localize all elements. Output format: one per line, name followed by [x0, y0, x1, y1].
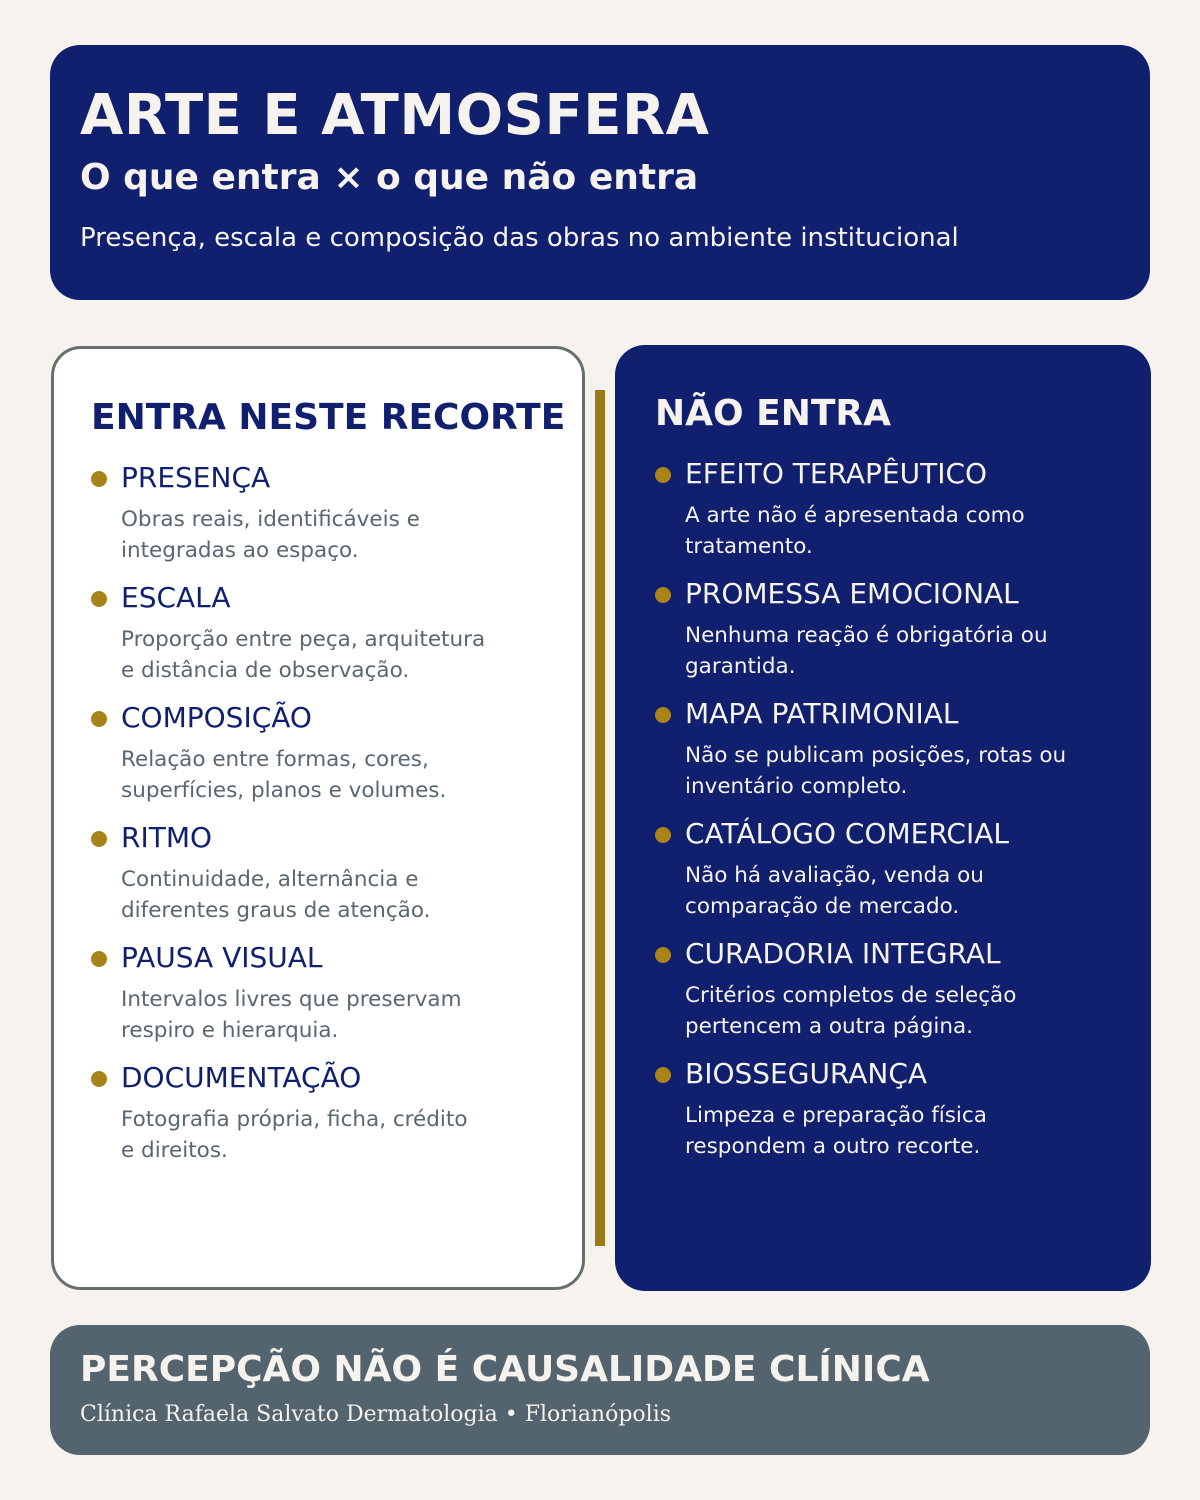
item-title: CURADORIA INTEGRAL — [685, 937, 1001, 970]
item-title: CATÁLOGO COMERCIAL — [685, 817, 1009, 850]
nao-entra-list — [615, 457, 1151, 1177]
item-title: MAPA PATRIMONIAL — [685, 697, 959, 730]
nao-entra-item-promessa-emocional — [615, 577, 1151, 697]
item-description: Não há avaliação, venda ou comparação de mercado. — [685, 863, 984, 919]
page-subtitle: O que entra × o que não entra — [80, 157, 699, 198]
bullet-dot-icon — [655, 1067, 671, 1083]
bullet-dot-icon — [655, 707, 671, 723]
item-description: Não se publicam posições, rotas ou inventário completo. — [685, 743, 1067, 799]
bullet-dot-icon — [91, 591, 107, 607]
entra-card — [51, 346, 585, 1290]
bullet-dot-icon — [91, 471, 107, 487]
item-description: Critérios completos de seleção pertencem a outra página. — [685, 983, 1017, 1039]
entra-title: ENTRA NESTE RECORTE — [91, 397, 566, 438]
bullet-dot-icon — [91, 831, 107, 847]
item-description: Continuidade, alternância e diferentes graus de atenção. — [121, 867, 431, 923]
item-title: RITMO — [121, 821, 213, 854]
item-description: Limpeza e preparação física respondem a outro recorte. — [685, 1103, 987, 1159]
entra-item-ritmo — [54, 821, 582, 941]
nao-entra-item-biosseguranca — [615, 1057, 1151, 1177]
bullet-dot-icon — [91, 711, 107, 727]
item-description: Proporção entre peça, arquitetura e distância de observação. — [121, 627, 486, 683]
item-title: COMPOSIÇÃO — [121, 701, 312, 734]
item-title: ESCALA — [121, 581, 231, 614]
header-banner — [50, 45, 1150, 300]
item-title: DOCUMENTAÇÃO — [121, 1061, 362, 1094]
column-divider — [595, 390, 605, 1246]
nao-entra-item-efeito-terapeutico — [615, 457, 1151, 577]
item-description: Nenhuma reação é obrigatória ou garantida. — [685, 623, 1048, 679]
nao-entra-item-curadoria-integral — [615, 937, 1151, 1057]
item-title: PROMESSA EMOCIONAL — [685, 577, 1019, 610]
entra-list — [54, 461, 582, 1181]
entra-item-presenca — [54, 461, 582, 581]
entra-item-documentacao — [54, 1061, 582, 1181]
nao-entra-card — [615, 345, 1151, 1291]
item-description: Relação entre formas, cores, superfícies, planos e volumes. — [121, 747, 447, 803]
item-description: Intervalos livres que preservam respiro e hierarquia. — [121, 987, 462, 1043]
entra-item-composicao — [54, 701, 582, 821]
item-title: EFEITO TERAPÊUTICO — [685, 457, 988, 490]
nao-entra-item-catalogo-comercial — [615, 817, 1151, 937]
bullet-dot-icon — [91, 951, 107, 967]
item-title: PAUSA VISUAL — [121, 941, 323, 974]
item-title: BIOSSEGURANÇA — [685, 1057, 928, 1090]
page-description: Presença, escala e composição das obras no ambiente institucional — [80, 223, 959, 253]
nao-entra-item-mapa-patrimonial — [615, 697, 1151, 817]
item-description: A arte não é apresentada como tratamento. — [685, 503, 1025, 559]
bullet-dot-icon — [91, 1071, 107, 1087]
bullet-dot-icon — [655, 467, 671, 483]
item-description: Fotografia própria, ficha, crédito e direitos. — [121, 1107, 468, 1163]
footer-title: PERCEPÇÃO NÃO É CAUSALIDADE CLÍNICA — [80, 1349, 930, 1390]
entra-item-escala — [54, 581, 582, 701]
bullet-dot-icon — [655, 587, 671, 603]
entra-item-pausa-visual — [54, 941, 582, 1061]
item-description: Obras reais, identificáveis e integradas ao espaço. — [121, 507, 420, 563]
bullet-dot-icon — [655, 947, 671, 963]
bullet-dot-icon — [655, 827, 671, 843]
nao-entra-title: NÃO ENTRA — [655, 393, 891, 434]
footer-banner — [50, 1325, 1150, 1455]
item-title: PRESENÇA — [121, 461, 271, 494]
page-title: ARTE E ATMOSFERA — [80, 83, 710, 148]
footer-subtitle: Clínica Rafaela Salvato Dermatologia • Florianópolis — [80, 1402, 672, 1427]
